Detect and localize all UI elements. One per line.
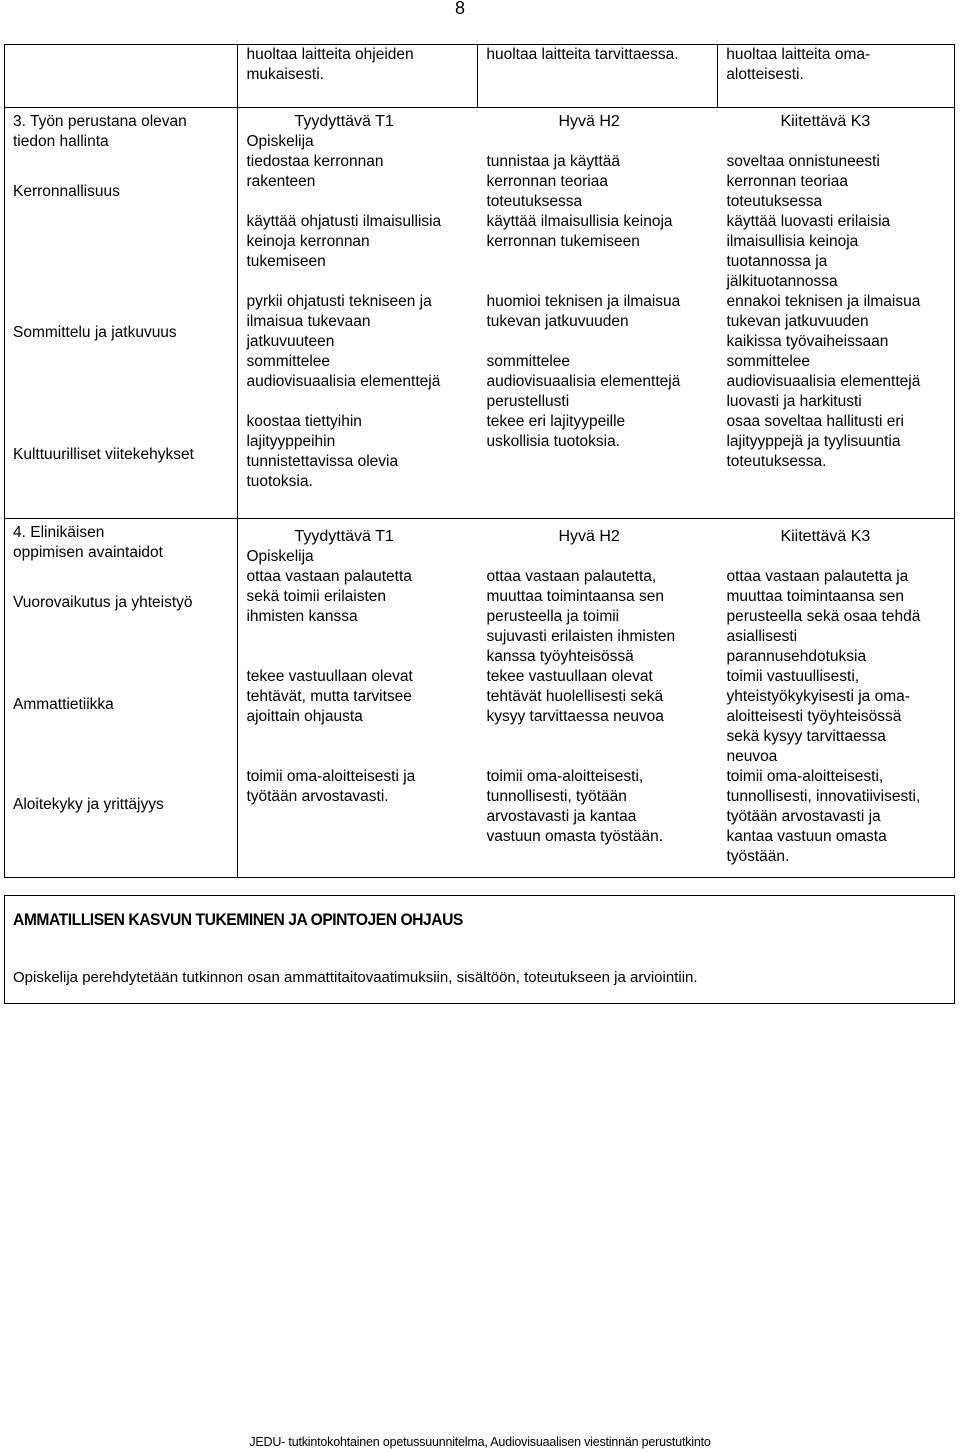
text-line: parannusehdotuksia [726, 648, 867, 665]
page-footer: JEDU- tutkintokohtainen opetussuunnitelma, Audiovisuaalisen viestinnän perustutkinto [249, 1435, 711, 1449]
section-4-row [5, 519, 955, 878]
section-4-h2-criteria [486, 567, 708, 847]
text-line: tukevan jatkuvuuden [486, 313, 629, 330]
topic-aloitekyky: Aloitekyky ja yrittäjyys [13, 796, 164, 813]
section-4-k3-criteria [726, 567, 951, 867]
text-line: tunnollisesti, työtään [486, 788, 627, 805]
section-3-topics [5, 108, 238, 519]
topic-kerronnallisuus: Kerronnallisuus [13, 183, 120, 200]
text-line: lajityyppejä ja tyylisuuntia [726, 433, 901, 450]
text-line: sekä kysyy tarvittaessa [726, 728, 886, 745]
assessment-table [4, 44, 955, 878]
grade-t1-header: Tyydyttävä T1 [294, 113, 394, 130]
section-4-criteria [238, 519, 955, 878]
topic-sommittelu: Sommittelu ja jatkuvuus [13, 324, 177, 341]
grade-h2-header-2: Hyvä H2 [558, 528, 620, 545]
text-line: uskollisia tuotoksia. [486, 433, 620, 450]
text-line: mukaisesti. [246, 66, 324, 83]
top-row-empty-cell [5, 45, 238, 108]
section-3-h2-criteria [486, 152, 708, 452]
topic-vuorovaikutus: Vuorovaikutus ja yhteistyö [13, 594, 193, 611]
text-line: kerronnan tukemiseen [486, 233, 640, 250]
text-line: käyttää ohjatusti ilmaisullisia [246, 213, 442, 230]
text-line: kantaa vastuun omasta [726, 828, 887, 845]
text-line: työtään arvostavasti. [246, 788, 389, 805]
text-line: sekä toimii erilaisten [246, 588, 387, 605]
text-line: tunnistaa ja käyttää [486, 153, 621, 170]
text-line: tiedon hallinta [13, 133, 109, 150]
text-line: ottaa vastaan palautetta [246, 568, 412, 585]
text-line: arvostavasti ja kantaa [486, 808, 637, 825]
text-line: lajityyppeihin [246, 433, 336, 450]
text-line: tukemiseen [246, 253, 326, 270]
section-4-t1-criteria [246, 567, 468, 807]
text-line: 4. Elinikäisen [13, 524, 105, 541]
text-line: koostaa tiettyihin [246, 413, 362, 430]
text-line: käyttää ilmaisullisia keinoja [486, 213, 673, 230]
text-line: perusteella ja toimii [486, 608, 620, 625]
grade-h2-header: Hyvä H2 [558, 113, 620, 130]
topic-kulttuuri: Kulttuurilliset viitekehykset [13, 446, 194, 463]
text-line: toimii oma-aloitteisesti ja [246, 768, 416, 785]
section-3-title [13, 112, 187, 152]
text-line: vastuun omasta työstään. [486, 828, 664, 845]
text-line: työstään. [726, 848, 790, 865]
text-line: yhteistyökykyisesti ja oma- [726, 688, 910, 705]
text-line: keinoja kerronnan [246, 233, 370, 250]
text-line: toteutuksessa. [726, 453, 827, 470]
text-line: kaikissa työvaiheissaan [726, 333, 889, 350]
text-line: ottaa vastaan palautetta, [486, 568, 657, 585]
text-line: kysyy tarvittaessa neuvoa [486, 708, 664, 725]
text-line: toteutuksessa [726, 193, 823, 210]
text-line: luovasti ja harkitusti [726, 393, 862, 410]
text-line: oppimisen avaintaidot [13, 544, 163, 561]
text-line: audiovisuaalisia elementtejä [246, 373, 441, 390]
section-3-row [5, 108, 955, 519]
text-line: muuttaa toimintaansa sen [726, 588, 904, 605]
text-line: sujuvasti erilaisten ihmisten [486, 628, 676, 645]
text-line: tekee vastuullaan olevat [486, 668, 653, 685]
text-line: huoltaa laitteita oma- [726, 46, 871, 63]
text-line: ihmisten kanssa [246, 608, 358, 625]
grade-t1-header-2: Tyydyttävä T1 [294, 528, 394, 545]
text-line: sommittelee [726, 353, 811, 370]
grade-k3-header: Kiitettävä K3 [780, 113, 871, 130]
text-line: tuotoksia. [246, 473, 313, 490]
text-line: jälkituotannossa [726, 273, 838, 290]
text-line: jatkuvuuteen [246, 333, 335, 350]
student-label-2: Opiskelija [246, 548, 314, 565]
section-4-topics [5, 519, 238, 878]
text-line: tuotannossa ja [726, 253, 828, 270]
text-line: ajoittain ohjausta [246, 708, 363, 725]
text-line: toimii vastuullisesti, [726, 668, 860, 685]
text-line: tukevan jatkuvuuden [726, 313, 869, 330]
text-line: tehtävät, mutta tarvitsee [246, 688, 412, 705]
text-line: alotteisesti. [726, 66, 804, 83]
text-line: ennakoi teknisen ja ilmaisua [726, 293, 921, 310]
text-line: audiovisuaalisia elementtejä [486, 373, 681, 390]
text-line: huoltaa laitteita tarvittaessa. [486, 46, 679, 63]
guidance-body: Opiskelija perehdytetään tutkinnon osan ammattitaitovaatimuksiin, sisältöön, toteutukseen ja arviointiin. [13, 969, 698, 986]
text-line: kerronnan teoriaa [726, 173, 848, 190]
text-line: tehtävät huolellisesti sekä [486, 688, 664, 705]
text-line: perustellusti [486, 393, 570, 410]
top-row-t1-cell [238, 45, 478, 108]
text-line: tekee vastuullaan olevat [246, 668, 413, 685]
grade-k3-header-2: Kiitettävä K3 [780, 528, 871, 545]
text-line: ilmaisullisia keinoja [726, 233, 859, 250]
text-line: huomioi teknisen ja ilmaisua [486, 293, 681, 310]
guidance-section [4, 895, 955, 1004]
text-line: asiallisesti [726, 628, 798, 645]
text-line: huoltaa laitteita ohjeiden [246, 46, 414, 63]
text-line: osaa soveltaa hallitusti eri [726, 413, 904, 430]
text-line: toimii oma-aloitteisesti, [486, 768, 644, 785]
text-line: rakenteen [246, 173, 316, 190]
page-number: 8 [455, 0, 466, 18]
text-line: sommittelee [246, 353, 331, 370]
text-line: tekee eri lajityypeille [486, 413, 626, 430]
text-line: 3. Työn perustana olevan [13, 113, 187, 130]
text-line: ottaa vastaan palautetta ja [726, 568, 909, 585]
student-label: Opiskelija [246, 133, 314, 150]
text-line: tunnistettavissa olevia [246, 453, 399, 470]
text-line: soveltaa onnistuneesti [726, 153, 880, 170]
text-line: tiedostaa kerronnan [246, 153, 384, 170]
text-line: pyrkii ohjatusti tekniseen ja [246, 293, 432, 310]
section-3-t1-criteria [246, 152, 468, 492]
text-line: muuttaa toimintaansa sen [486, 588, 664, 605]
text-line: toteutuksessa [486, 193, 583, 210]
text-line: aloitteisesti työyhteisössä [726, 708, 902, 725]
text-line: ilmaisua tukevaan [246, 313, 371, 330]
maintenance-row [5, 45, 955, 108]
text-line: tunnollisesti, innovatiivisesti, [726, 788, 921, 805]
text-line: sommittelee [486, 353, 571, 370]
text-line: käyttää luovasti erilaisia [726, 213, 891, 230]
topic-ammattietiikka: Ammattietiikka [13, 696, 114, 713]
top-row-h2-cell [478, 45, 718, 108]
text-line: perusteella sekä osaa tehdä [726, 608, 921, 625]
top-row-k3-cell [718, 45, 955, 108]
section-3-k3-criteria [726, 152, 951, 472]
text-line: neuvoa [726, 748, 778, 765]
text-line: kanssa työyhteisössä [486, 648, 634, 665]
guidance-heading: AMMATILLISEN KASVUN TUKEMINEN JA OPINTOJEN OHJAUS [13, 910, 463, 929]
text-line: työtään arvostavasti ja [726, 808, 881, 825]
text-line: kerronnan teoriaa [486, 173, 608, 190]
section-4-title [13, 523, 163, 563]
section-3-criteria [238, 108, 955, 519]
text-line: toimii oma-aloitteisesti, [726, 768, 884, 785]
text-line: audiovisuaalisia elementtejä [726, 373, 921, 390]
